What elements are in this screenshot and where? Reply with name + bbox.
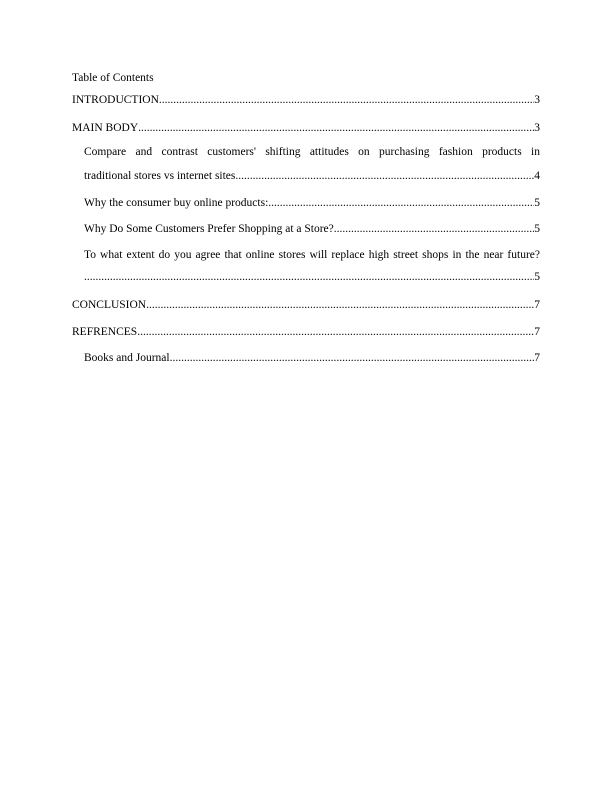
toc-entry-main-body[interactable] [72,116,540,140]
toc-entry-text-line2: traditional stores vs internet sites [84,170,236,182]
toc-link-online-replace[interactable] [84,243,540,287]
document-page [72,70,540,370]
toc-entry-online-replace[interactable] [72,243,540,287]
toc-page-number: 5 [534,271,540,283]
toc-entry-introduction[interactable] [72,88,540,112]
toc-link-main-body[interactable] [72,116,540,140]
toc-dot-leader [84,267,534,287]
toc-link-introduction[interactable] [72,88,540,112]
toc-link-prefer-store[interactable] [84,217,540,241]
toc-page-number: 4 [534,170,540,182]
toc-entry-text: REFRENCES [72,326,138,338]
toc-page-number: 3 [534,122,540,134]
toc-page-number: 7 [534,299,540,311]
toc-title: Table of Contents [72,72,154,84]
toc-entry-text-line1: Compare and contrast customers' shifting attitudes on purchasing fashion products in [84,146,540,158]
toc-entry-why-online[interactable] [72,191,540,215]
toc-entry-books-journal[interactable] [72,346,540,370]
toc-entry-text: CONCLUSION [72,299,147,311]
toc-dot-leader [159,88,534,112]
toc-entry-prefer-store[interactable] [72,217,540,241]
toc-dot-leader [334,217,534,241]
toc-entry-text: MAIN BODY [72,122,139,134]
toc-link-compare-contrast[interactable] [84,140,540,188]
toc-entry-text: Why Do Some Customers Prefer Shopping at a Store? [84,223,334,235]
toc-dot-leader [146,293,534,317]
toc-dot-leader [137,320,534,344]
toc-page-number: 3 [534,94,540,106]
toc-dot-leader [268,191,534,215]
toc-link-why-online[interactable] [84,191,540,215]
toc-entry-text: Why the consumer buy online products: [84,197,269,209]
toc-entry-text: Books and Journal [84,352,170,364]
toc-entry-text: INTRODUCTION [72,94,159,106]
toc-page-number: 7 [534,352,540,364]
toc-entry-text-line1: To what extent do you agree that online stores will replace high street shops in the near future? [84,249,540,261]
toc-dot-leader [138,116,534,140]
toc-entry-compare-contrast[interactable] [72,140,540,188]
toc-dot-leader [170,346,535,370]
toc-page-number: 5 [534,197,540,209]
toc-dot-leader [235,164,534,188]
toc-entry-conclusion[interactable] [72,293,540,317]
toc-entry-references[interactable] [72,320,540,344]
toc-page-number: 5 [534,223,540,235]
toc-page-number: 7 [534,326,540,338]
toc-link-books-journal[interactable] [84,346,540,370]
toc-link-references[interactable] [72,320,540,344]
toc-link-conclusion[interactable] [72,293,540,317]
